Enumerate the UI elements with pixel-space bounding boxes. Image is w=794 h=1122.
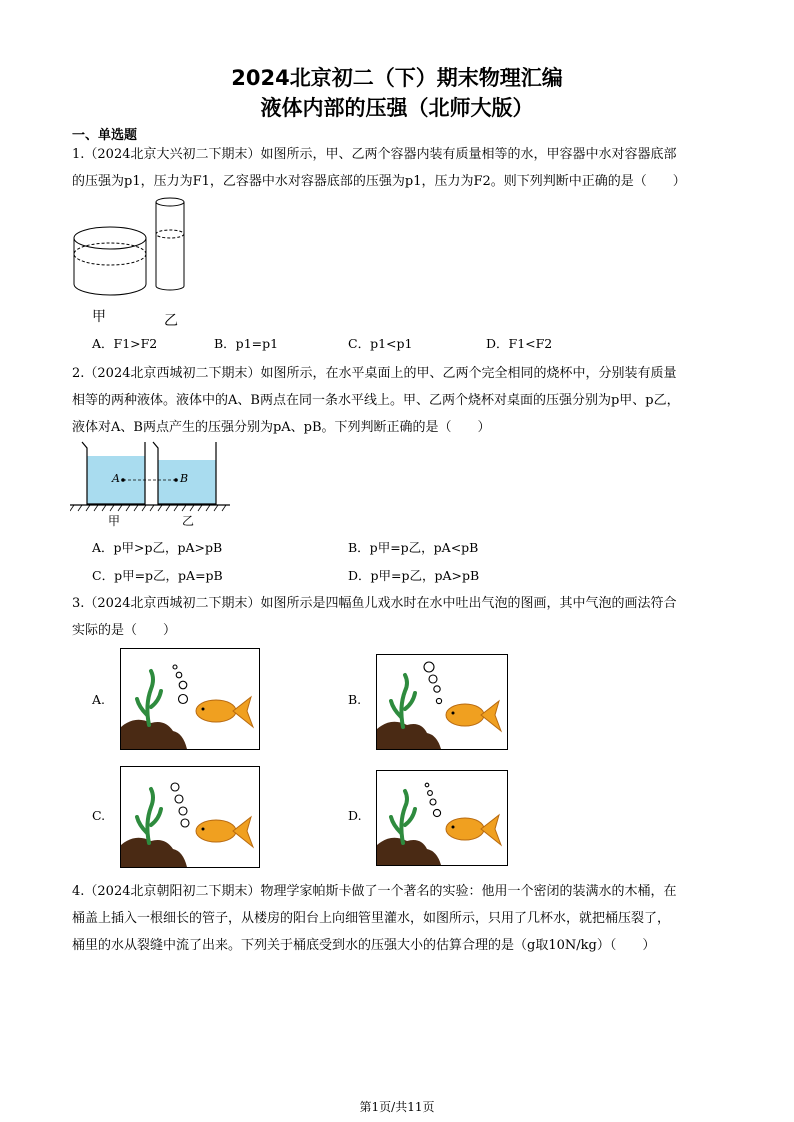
q2-fig-label-yi: 乙	[182, 514, 195, 528]
q1-fig-label-yi: 乙	[164, 313, 178, 329]
q3-option-b[interactable]: B.	[348, 692, 362, 707]
q3-text-line1: 3.（2024北京西城初二下期末）如图所示是四幅鱼儿戏水时在水中吐出气泡的图画，其中气泡的画法符合	[72, 596, 677, 611]
q1-figure	[70, 196, 200, 326]
q2-text-line3: 液体对A、B两点产生的压强分别为pA、pB。下列判断正确的是（ ）	[72, 420, 491, 435]
q3-picture-d[interactable]	[376, 770, 508, 866]
q2-figure	[70, 438, 235, 528]
q4-text-line3: 桶里的水从裂缝中流了出来。下列关于桶底受到水的压强大小的估算合理的是（g取10N/kg）（ ）	[72, 938, 656, 953]
q1-option-c[interactable]: C．p1<p1	[348, 336, 413, 351]
q1-fig-label-jia: 甲	[92, 309, 106, 325]
q3-option-a[interactable]: A.	[92, 692, 106, 707]
q4-text-line1: 4.（2024北京朝阳初二下期末）物理学家帕斯卡做了一个著名的实验：他用一个密闭的装满水的木桶，在	[72, 884, 677, 899]
q2-option-a[interactable]: A．p甲>p乙，pA>pB	[92, 540, 223, 555]
section-heading: 一、单选题	[72, 128, 138, 143]
q2-option-c[interactable]: C．p甲=p乙，pA=pB	[92, 568, 223, 583]
q2-point-b-label: B	[180, 472, 189, 485]
q2-text-line2: 相等的两种液体。液体中的A、B两点在同一条水平线上。甲、乙两个烧杯对桌面的压强分别为p甲、p乙，	[72, 393, 680, 408]
q2-point-a-label: A	[112, 472, 120, 485]
q1-text-line1: 1.（2024北京大兴初二下期末）如图所示，甲、乙两个容器内装有质量相等的水，甲容器中水对容器底部	[72, 147, 677, 162]
q3-picture-b[interactable]	[376, 654, 508, 750]
q4-text-line2: 桶盖上插入一根细长的管子，从楼房的阳台上向细管里灌水，如图所示，只用了几杯水，就把桶压裂了，	[72, 911, 671, 926]
q1-option-d[interactable]: D．F1<F2	[486, 336, 553, 351]
q2-option-b[interactable]: B．p甲=p乙，pA<pB	[348, 540, 479, 555]
q1-option-b[interactable]: B．p1=p1	[214, 336, 279, 351]
q1-text-line2: 的压强为p1，压力为F1，乙容器中水对容器底部的压强为p1，压力为F2。则下列判断中正确的是（ ）	[72, 174, 686, 189]
q2-option-d[interactable]: D．p甲=p乙，pA>pB	[348, 568, 480, 583]
q1-option-a[interactable]: A．F1>F2	[92, 336, 158, 351]
page-title: 2024北京初二（下）期末物理汇编	[231, 66, 563, 90]
q3-option-d[interactable]: D.	[348, 808, 362, 823]
q3-text-line2: 实际的是（ ）	[72, 623, 177, 638]
page-subtitle: 液体内部的压强（北师大版）	[260, 96, 534, 120]
page-footer: 第1页/共11页	[359, 1100, 435, 1114]
q3-option-c[interactable]: C.	[92, 808, 106, 823]
q3-picture-a[interactable]	[120, 648, 260, 750]
q2-fig-label-jia: 甲	[108, 514, 121, 528]
q2-text-line1: 2.（2024北京西城初二下期末）如图所示，在水平桌面上的甲、乙两个完全相同的烧杯中，分别装有质量	[72, 366, 677, 381]
q3-picture-c[interactable]	[120, 766, 260, 868]
